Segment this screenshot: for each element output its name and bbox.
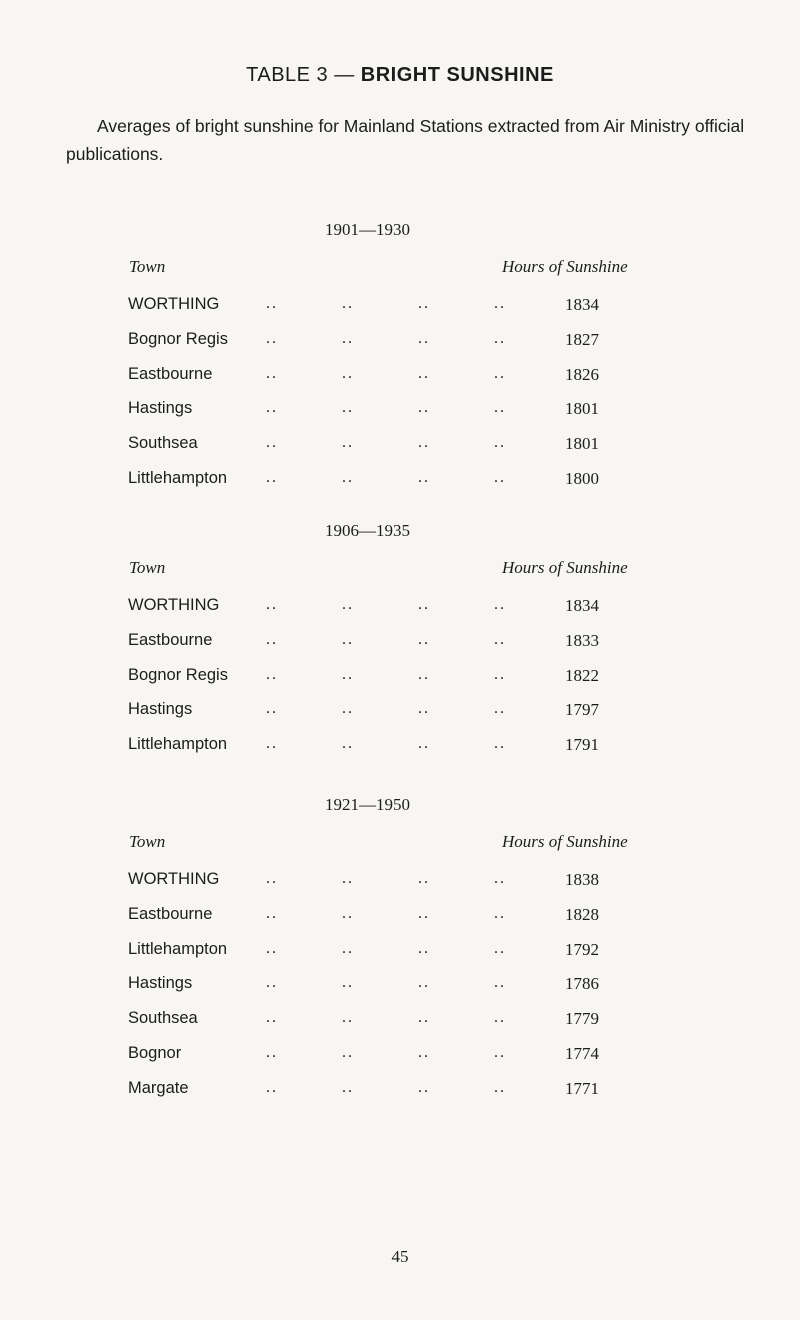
sunshine-hours-value: 1833: [565, 630, 599, 650]
dot-leader: ..: [342, 630, 354, 648]
dot-leader: ..: [494, 434, 506, 452]
hours-column-header: Hours of Sunshine: [502, 257, 628, 276]
table-row: [0, 974, 800, 1010]
dot-leader: ..: [342, 974, 354, 992]
dot-leader: ..: [418, 596, 430, 613]
dot-leader: ..: [266, 295, 278, 312]
dot-leader: ..: [494, 665, 506, 683]
town-column-header: Town: [129, 832, 166, 851]
dot-leader: ..: [418, 974, 430, 992]
sunshine-hours-value: 1801: [565, 434, 599, 454]
town-name: Eastbourne: [128, 630, 213, 649]
sunshine-hours-value: 1826: [565, 364, 599, 384]
dot-leader: ..: [494, 735, 506, 753]
dot-leader: ..: [342, 1044, 354, 1061]
dot-leader: ..: [266, 904, 278, 922]
page-title: [0, 64, 800, 87]
table-row: [0, 330, 800, 366]
dot-leader: ..: [342, 735, 354, 753]
town-name: Hastings: [128, 974, 193, 993]
table-row: [0, 365, 800, 401]
dot-leader: ..: [342, 870, 354, 887]
dot-leader: ..: [494, 329, 506, 347]
sunshine-hours-value: 1827: [565, 329, 599, 349]
town-name: Bognor Regis: [128, 665, 228, 684]
town-column-header: Town: [129, 558, 166, 577]
title-prefix: TABLE 3 —: [246, 64, 361, 86]
dot-leader: ..: [494, 1009, 506, 1027]
sunshine-hours-value: 1774: [565, 1044, 599, 1063]
town-name: Hastings: [128, 399, 193, 418]
town-column-header: Town: [129, 257, 166, 276]
dot-leader: ..: [494, 974, 506, 992]
dot-leader: ..: [342, 469, 354, 486]
hours-column-header: Hours of Sunshine: [502, 832, 628, 851]
dot-leader: ..: [266, 665, 278, 683]
dot-leader: ..: [418, 735, 430, 753]
dot-leader: ..: [494, 399, 506, 417]
dot-leader: ..: [342, 904, 354, 922]
table-row: [0, 700, 800, 736]
table-row: [0, 870, 800, 906]
dot-leader: ..: [266, 735, 278, 753]
table-row: [0, 666, 800, 702]
town-name: Hastings: [128, 700, 193, 719]
sunshine-section: [0, 795, 800, 1098]
sunshine-hours-value: 1786: [565, 974, 599, 994]
dot-leader: ..: [494, 364, 506, 382]
dot-leader: ..: [494, 870, 506, 887]
dot-leader: ..: [418, 665, 430, 683]
town-name: Southsea: [128, 434, 198, 453]
table-row: [0, 905, 800, 941]
town-name: Littlehampton: [128, 469, 228, 487]
dot-leader: ..: [418, 870, 430, 887]
intro-paragraph: Averages of bright sunshine for Mainland Stations extracted from Air Ministry official publications.: [66, 116, 745, 164]
town-name: WORTHING: [128, 596, 220, 614]
dot-leader: ..: [342, 1078, 354, 1096]
sunshine-hours-value: 1834: [565, 596, 599, 615]
hours-column-header: Hours of Sunshine: [502, 558, 628, 577]
dot-leader: ..: [266, 434, 278, 452]
dot-leader: ..: [494, 1044, 506, 1061]
town-name: Eastbourne: [128, 364, 213, 383]
dot-leader: ..: [342, 665, 354, 683]
sunshine-hours-value: 1838: [565, 870, 599, 889]
sunshine-section: [0, 220, 800, 490]
dot-leader: ..: [494, 904, 506, 922]
dot-leader: ..: [418, 469, 430, 486]
dot-leader: ..: [418, 1078, 430, 1096]
table-row: [0, 596, 800, 632]
town-name: WORTHING: [128, 870, 220, 888]
sunshine-section: [0, 521, 800, 791]
table-row: [0, 469, 800, 505]
dot-leader: ..: [342, 295, 354, 312]
dot-leader: ..: [266, 364, 278, 382]
sunshine-hours-value: 1828: [565, 904, 599, 924]
dot-leader: ..: [266, 700, 278, 718]
dot-leader: ..: [266, 1044, 278, 1061]
period-heading: 1906—1935: [325, 521, 410, 540]
dot-leader: ..: [342, 434, 354, 452]
table-row: [0, 735, 800, 771]
dot-leader: ..: [418, 630, 430, 648]
dot-leader: ..: [494, 1078, 506, 1096]
period-heading: 1921—1950: [325, 795, 410, 814]
dot-leader: ..: [342, 939, 354, 957]
town-name: Littlehampton: [128, 735, 228, 754]
dot-leader: ..: [418, 295, 430, 312]
page-number: 45: [391, 1247, 409, 1266]
dot-leader: ..: [494, 295, 506, 312]
dot-leader: ..: [266, 329, 278, 347]
dot-leader: ..: [342, 596, 354, 613]
dot-leader: ..: [418, 434, 430, 452]
dot-leader: ..: [266, 974, 278, 992]
dot-leader: ..: [266, 596, 278, 613]
dot-leader: ..: [342, 364, 354, 382]
sunshine-hours-value: 1779: [565, 1009, 599, 1029]
town-name: Eastbourne: [128, 904, 213, 923]
sunshine-hours-value: 1771: [565, 1078, 599, 1098]
dot-leader: ..: [494, 469, 506, 486]
title-bold: BRIGHT SUNSHINE: [360, 64, 554, 86]
town-name: Margate: [128, 1078, 189, 1097]
table-row: [0, 295, 800, 331]
table-row: [0, 1079, 800, 1115]
town-name: Bognor: [128, 1044, 182, 1062]
dot-leader: ..: [342, 700, 354, 718]
town-name: Southsea: [128, 1009, 198, 1028]
dot-leader: ..: [494, 630, 506, 648]
sunshine-hours-value: 1792: [565, 939, 599, 959]
sunshine-hours-value: 1797: [565, 700, 599, 720]
sunshine-hours-value: 1822: [565, 665, 599, 685]
sunshine-hours-value: 1800: [565, 469, 599, 488]
table-row: [0, 631, 800, 667]
dot-leader: ..: [266, 1078, 278, 1096]
dot-leader: ..: [494, 700, 506, 718]
town-name: Bognor Regis: [128, 329, 228, 348]
table-row: [0, 940, 800, 976]
dot-leader: ..: [266, 1009, 278, 1027]
dot-leader: ..: [418, 329, 430, 347]
dot-leader: ..: [266, 630, 278, 648]
dot-leader: ..: [342, 329, 354, 347]
dot-leader: ..: [494, 939, 506, 957]
dot-leader: ..: [266, 870, 278, 887]
table-row: [0, 399, 800, 435]
dot-leader: ..: [418, 904, 430, 922]
dot-leader: ..: [266, 939, 278, 957]
table-row: [0, 1009, 800, 1045]
dot-leader: ..: [418, 364, 430, 382]
sunshine-hours-value: 1801: [565, 399, 599, 419]
dot-leader: ..: [342, 1009, 354, 1027]
table-row: [0, 1044, 800, 1080]
dot-leader: ..: [266, 469, 278, 486]
dot-leader: ..: [418, 700, 430, 718]
dot-leader: ..: [418, 399, 430, 417]
dot-leader: ..: [418, 1009, 430, 1027]
dot-leader: ..: [418, 939, 430, 957]
dot-leader: ..: [494, 596, 506, 613]
period-heading: 1901—1930: [325, 220, 410, 239]
table-row: [0, 434, 800, 470]
sunshine-hours-value: 1791: [565, 735, 599, 755]
sunshine-hours-value: 1834: [565, 295, 599, 314]
town-name: Littlehampton: [128, 939, 228, 958]
town-name: WORTHING: [128, 295, 220, 313]
dot-leader: ..: [266, 399, 278, 417]
dot-leader: ..: [418, 1044, 430, 1061]
dot-leader: ..: [342, 399, 354, 417]
